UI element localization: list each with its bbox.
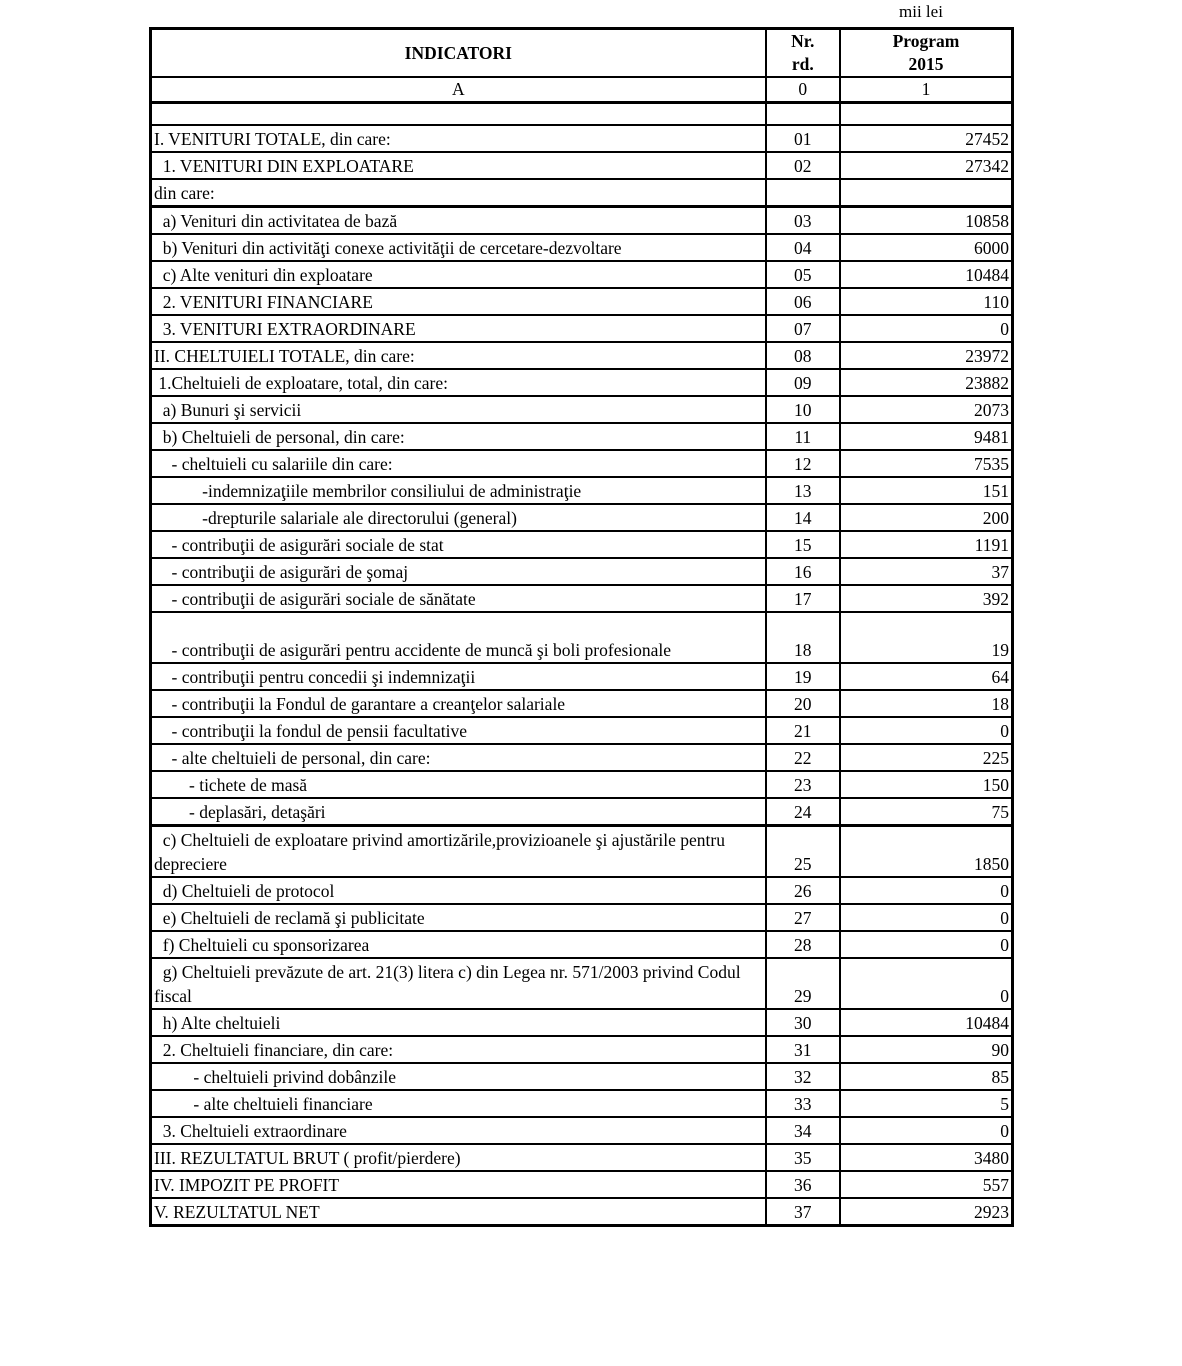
row-value: 225 [840, 744, 1013, 771]
subheader-1: 1 [840, 77, 1013, 103]
row-indicator: h) Alte cheltuieli [151, 1009, 766, 1036]
table-row [151, 315, 1013, 342]
table-row [151, 931, 1013, 958]
header-indicatori: INDICATORI [151, 29, 766, 78]
row-indicator: II. CHELTUIELI TOTALE, din care: [151, 342, 766, 369]
row-number: 21 [766, 717, 840, 744]
table-row [151, 504, 1013, 531]
row-number: 10 [766, 396, 840, 423]
row-indicator: 1.Cheltuieli de exploatare, total, din care: [151, 369, 766, 396]
row-value: 2923 [840, 1198, 1013, 1226]
row-indicator: b) Cheltuieli de personal, din care: [151, 423, 766, 450]
row-indicator: - contribuţii de asigurări sociale de stat [151, 531, 766, 558]
row-value: 27452 [840, 125, 1013, 152]
row-number: 20 [766, 690, 840, 717]
row-value [840, 179, 1013, 207]
row-number: 17 [766, 585, 840, 612]
row-value: 23972 [840, 342, 1013, 369]
table-row [151, 396, 1013, 423]
header-program [840, 29, 1013, 78]
blank-cell [151, 103, 766, 126]
table-row [151, 288, 1013, 315]
row-indicator: - tichete de masă [151, 771, 766, 798]
row-value: 151 [840, 477, 1013, 504]
row-number: 07 [766, 315, 840, 342]
row-number: 09 [766, 369, 840, 396]
header-nr-line2: rd. [791, 54, 814, 74]
subheader-row [151, 77, 1013, 103]
table-row [151, 179, 1013, 207]
table-row [151, 423, 1013, 450]
row-indicator: - alte cheltuieli de personal, din care: [151, 744, 766, 771]
table-row [151, 531, 1013, 558]
row-number: 14 [766, 504, 840, 531]
row-number: 04 [766, 234, 840, 261]
table-row [151, 1009, 1013, 1036]
row-value: 0 [840, 877, 1013, 904]
row-indicator: din care: [151, 179, 766, 207]
row-number: 13 [766, 477, 840, 504]
row-value: 0 [840, 904, 1013, 931]
row-indicator: g) Cheltuieli prevăzute de art. 21(3) litera c) din Legea nr. 571/2003 privind Codul fiscal [151, 958, 766, 1009]
row-value: 10858 [840, 207, 1013, 235]
row-number: 29 [766, 958, 840, 1009]
row-indicator: e) Cheltuieli de reclamă şi publicitate [151, 904, 766, 931]
row-value: 557 [840, 1171, 1013, 1198]
row-number: 15 [766, 531, 840, 558]
row-indicator: c) Cheltuieli de exploatare privind amortizările,provizioanele şi ajustările pentru depreciere [151, 826, 766, 878]
row-number: 22 [766, 744, 840, 771]
row-value: 27342 [840, 152, 1013, 179]
row-value: 10484 [840, 261, 1013, 288]
row-number: 25 [766, 826, 840, 878]
row-indicator: - contribuţii de asigurări de şomaj [151, 558, 766, 585]
row-number: 23 [766, 771, 840, 798]
table-row [151, 744, 1013, 771]
table-row [151, 261, 1013, 288]
row-value: 23882 [840, 369, 1013, 396]
row-value: 1850 [840, 826, 1013, 878]
row-number: 05 [766, 261, 840, 288]
row-indicator: I. VENITURI TOTALE, din care: [151, 125, 766, 152]
header-program-line1: Program [892, 31, 960, 51]
row-indicator: a) Venituri din activitatea de bază [151, 207, 766, 235]
row-number: 11 [766, 423, 840, 450]
row-indicator: a) Bunuri şi servicii [151, 396, 766, 423]
table-row [151, 125, 1013, 152]
row-indicator: b) Venituri din activităţi conexe activităţii de cercetare-dezvoltare [151, 234, 766, 261]
row-indicator: d) Cheltuieli de protocol [151, 877, 766, 904]
row-value: 0 [840, 717, 1013, 744]
row-indicator: - contribuţii la fondul de pensii facultative [151, 717, 766, 744]
row-value: 0 [840, 931, 1013, 958]
row-number: 06 [766, 288, 840, 315]
header-row [151, 29, 1013, 78]
row-value: 64 [840, 663, 1013, 690]
row-indicator: c) Alte venituri din exploatare [151, 261, 766, 288]
row-number: 02 [766, 152, 840, 179]
row-number: 18 [766, 612, 840, 663]
row-number: 19 [766, 663, 840, 690]
row-number: 03 [766, 207, 840, 235]
row-value: 0 [840, 315, 1013, 342]
row-indicator: 2. Cheltuieli financiare, din care: [151, 1036, 766, 1063]
header-program-line2: 2015 [908, 54, 944, 74]
row-indicator: III. REZULTATUL BRUT ( profit/pierdere) [151, 1144, 766, 1171]
row-indicator: - contribuţii de asigurări pentru accidente de muncă şi boli profesionale [151, 612, 766, 663]
row-number: 37 [766, 1198, 840, 1226]
budget-table [149, 27, 1014, 1227]
table-row [151, 1063, 1013, 1090]
row-number: 28 [766, 931, 840, 958]
table-row [151, 877, 1013, 904]
subheader-a: A [151, 77, 766, 103]
row-number: 16 [766, 558, 840, 585]
table-row [151, 477, 1013, 504]
table-row [151, 1117, 1013, 1144]
header-nr-line1: Nr. [791, 31, 815, 51]
row-value: 3480 [840, 1144, 1013, 1171]
row-number: 27 [766, 904, 840, 931]
table-row [151, 1171, 1013, 1198]
row-indicator: - cheltuieli cu salariile din care: [151, 450, 766, 477]
row-indicator: -indemnizaţiile membrilor consiliului de administraţie [151, 477, 766, 504]
table-row [151, 1144, 1013, 1171]
row-indicator: 3. VENITURI EXTRAORDINARE [151, 315, 766, 342]
row-value: 7535 [840, 450, 1013, 477]
table-row [151, 690, 1013, 717]
row-number: 26 [766, 877, 840, 904]
row-indicator: - cheltuieli privind dobânzile [151, 1063, 766, 1090]
table-row [151, 585, 1013, 612]
row-number: 31 [766, 1036, 840, 1063]
row-value: 6000 [840, 234, 1013, 261]
row-value: 5 [840, 1090, 1013, 1117]
subheader-0: 0 [766, 77, 840, 103]
row-value: 90 [840, 1036, 1013, 1063]
row-value: 37 [840, 558, 1013, 585]
table-row [151, 342, 1013, 369]
table-row [151, 612, 1013, 663]
row-number: 08 [766, 342, 840, 369]
row-value: 18 [840, 690, 1013, 717]
row-value: 75 [840, 798, 1013, 826]
row-value: 392 [840, 585, 1013, 612]
table-row [151, 1090, 1013, 1117]
row-number: 33 [766, 1090, 840, 1117]
row-value: 0 [840, 958, 1013, 1009]
row-number: 12 [766, 450, 840, 477]
row-number: 35 [766, 1144, 840, 1171]
header-nr [766, 29, 840, 78]
row-number [766, 179, 840, 207]
table-row [151, 558, 1013, 585]
row-value: 85 [840, 1063, 1013, 1090]
row-value: 2073 [840, 396, 1013, 423]
blank-cell [840, 103, 1013, 126]
row-indicator: - contribuţii de asigurări sociale de sănătate [151, 585, 766, 612]
row-number: 24 [766, 798, 840, 826]
row-value: 10484 [840, 1009, 1013, 1036]
row-value: 110 [840, 288, 1013, 315]
row-indicator: - contribuţii pentru concedii şi indemnizaţii [151, 663, 766, 690]
table-row [151, 234, 1013, 261]
table-row [151, 958, 1013, 1009]
table-row [151, 663, 1013, 690]
row-indicator: - contribuţii la Fondul de garantare a creanţelor salariale [151, 690, 766, 717]
row-value: 150 [840, 771, 1013, 798]
row-indicator: - alte cheltuieli financiare [151, 1090, 766, 1117]
table-row [151, 826, 1013, 878]
row-value: 19 [840, 612, 1013, 663]
table-row [151, 771, 1013, 798]
row-number: 01 [766, 125, 840, 152]
row-indicator: 2. VENITURI FINANCIARE [151, 288, 766, 315]
row-value: 200 [840, 504, 1013, 531]
table-row [151, 369, 1013, 396]
unit-label: mii lei [899, 2, 943, 21]
row-number: 36 [766, 1171, 840, 1198]
row-indicator: 1. VENITURI DIN EXPLOATARE [151, 152, 766, 179]
row-indicator: f) Cheltuieli cu sponsorizarea [151, 931, 766, 958]
table-row [151, 904, 1013, 931]
row-value: 0 [840, 1117, 1013, 1144]
table-row [151, 1036, 1013, 1063]
table-row [151, 717, 1013, 744]
table-row [151, 1198, 1013, 1226]
table-row [151, 152, 1013, 179]
blank-cell [766, 103, 840, 126]
row-indicator: - deplasări, detaşări [151, 798, 766, 826]
row-indicator: V. REZULTATUL NET [151, 1198, 766, 1226]
row-value: 9481 [840, 423, 1013, 450]
row-indicator: -drepturile salariale ale directorului (general) [151, 504, 766, 531]
row-number: 34 [766, 1117, 840, 1144]
row-number: 32 [766, 1063, 840, 1090]
row-value: 1191 [840, 531, 1013, 558]
row-indicator: 3. Cheltuieli extraordinare [151, 1117, 766, 1144]
table-row [151, 450, 1013, 477]
table-row [151, 207, 1013, 235]
table-row [151, 798, 1013, 826]
blank-row [151, 103, 1013, 126]
row-indicator: IV. IMPOZIT PE PROFIT [151, 1171, 766, 1198]
row-number: 30 [766, 1009, 840, 1036]
